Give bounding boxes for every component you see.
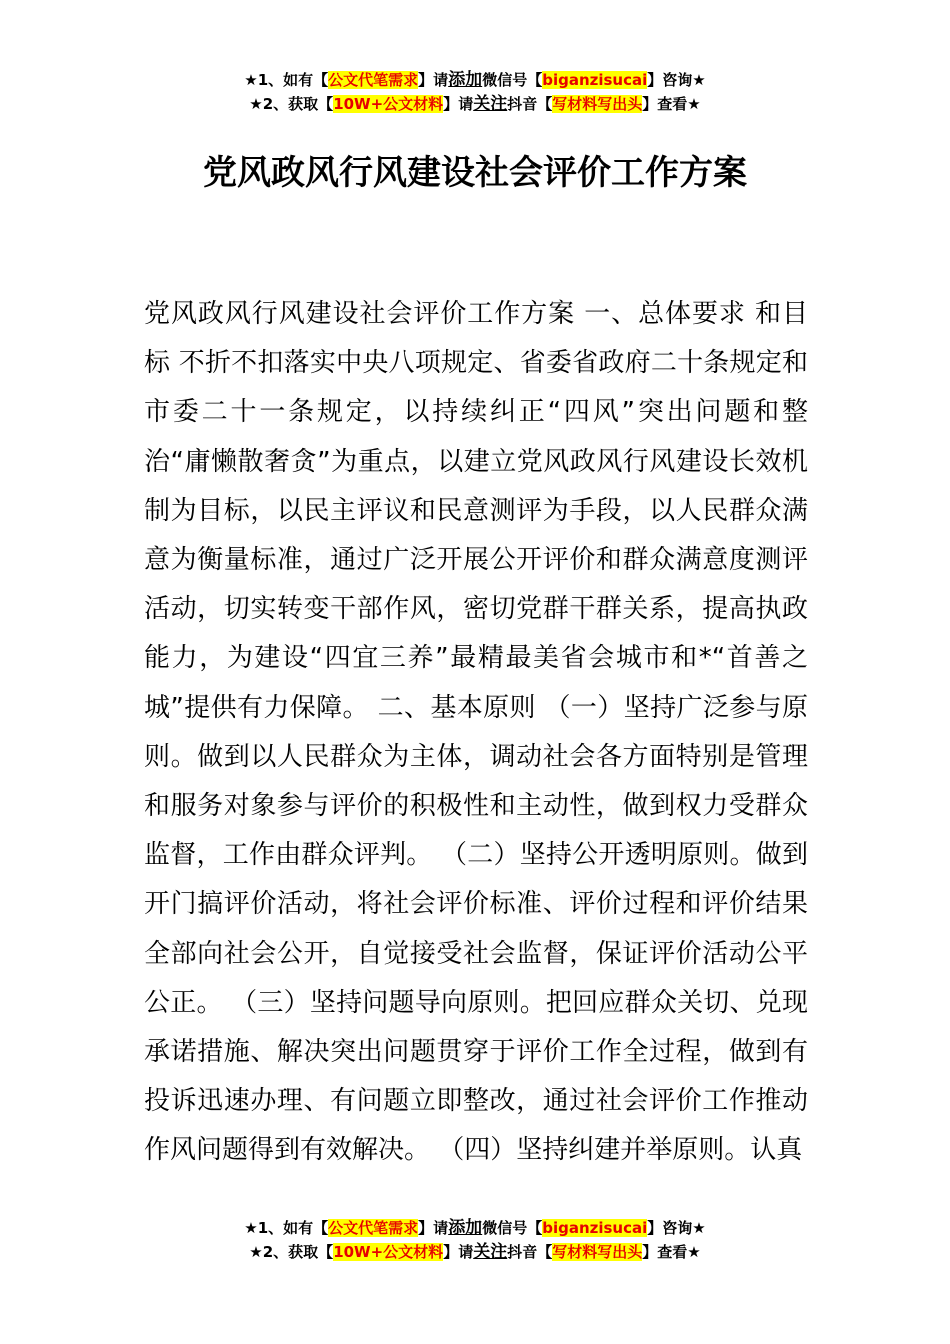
banner-text: ★1、如有【 xyxy=(244,1219,329,1237)
banner-highlight: 公文代笔需求 xyxy=(328,1219,419,1237)
banner-line-2 xyxy=(0,1240,950,1264)
banner-text: 】请 xyxy=(418,1219,449,1237)
banner-highlight: 写材料写出头 xyxy=(552,1243,643,1261)
banner-highlight: biganzisucai xyxy=(542,71,648,89)
banner-highlight: 公文代笔需求 xyxy=(328,71,419,89)
banner-highlight: biganzisucai xyxy=(542,1219,648,1237)
banner-text: 】查看★ xyxy=(642,1243,701,1261)
banner-text: 】请 xyxy=(418,71,449,89)
document-body: 党风政风行风建设社会评价工作方案 一、总体要求 和目标 不折不扣落实中央八项规定、省委省政府二十条规定和市委二十一条规定，以持续纠正“四风”突出问题和整治“庸懒散奢贪”为重点，以建立党风政风行风建设长效机制为目标，以民主评议和民意测评为手段，以人民群众满意为衡量标准，通过广泛开展公开评价和群众满意度测评活动，切实转变干部作风，密切党群干群关系，提高执政能力，为建设“四宜三养”最精最美省会城市和*“首善之城”提供有力保障。 二、基本原则 （一）坚持广泛参与原则。做到以人民群众为主体，调动社会各方面特别是管理和服务对象参与评价的积极性和主动性，做到权力受群众监督，工作由群众评判。 （二）坚持公开透明原则。做到开门搞评价活动，将社会评价标准、评价过程和评价结果全部向社会公开，自觉接受社会监督，保证评价活动公平公正。 （三）坚持问题导向原则。把回应群众关切、兑现承诺措施、解决突出问题贯穿于评价工作全过程，做到有投诉迅速办理、有问题立即整改，通过社会评价工作推动作风问题得到有效解决。 （四）坚持纠建并举原则。认真 xyxy=(144,299,808,1166)
banner-text: 】咨询★ xyxy=(647,1219,706,1237)
document-title: 党风政风行风建设社会评价工作方案 xyxy=(203,153,747,193)
top-banner xyxy=(0,68,950,116)
banner-line-1 xyxy=(0,68,950,92)
banner-highlight: 10W+公文材料 xyxy=(333,1243,444,1261)
banner-line-1 xyxy=(0,1216,950,1240)
banner-text: 】请 xyxy=(443,95,474,113)
banner-text: 】请 xyxy=(443,1243,474,1261)
banner-highlight: 10W+公文材料 xyxy=(333,95,444,113)
banner-underlined: 添加 xyxy=(448,70,483,90)
banner-text: 微信号【 xyxy=(482,71,543,89)
banner-underlined: 关注 xyxy=(473,94,508,114)
banner-highlight: 写材料写出头 xyxy=(552,95,643,113)
banner-text: ★1、如有【 xyxy=(244,71,329,89)
banner-text: ★2、获取【 xyxy=(249,95,334,113)
banner-text: 抖音【 xyxy=(507,95,553,113)
banner-line-2 xyxy=(0,92,950,116)
banner-text: 】咨询★ xyxy=(647,71,706,89)
bottom-banner xyxy=(0,1216,950,1264)
banner-underlined: 关注 xyxy=(473,1242,508,1262)
banner-text: 微信号【 xyxy=(482,1219,543,1237)
banner-text: 抖音【 xyxy=(507,1243,553,1261)
banner-text: 】查看★ xyxy=(642,95,701,113)
banner-underlined: 添加 xyxy=(448,1218,483,1238)
banner-text: ★2、获取【 xyxy=(249,1243,334,1261)
